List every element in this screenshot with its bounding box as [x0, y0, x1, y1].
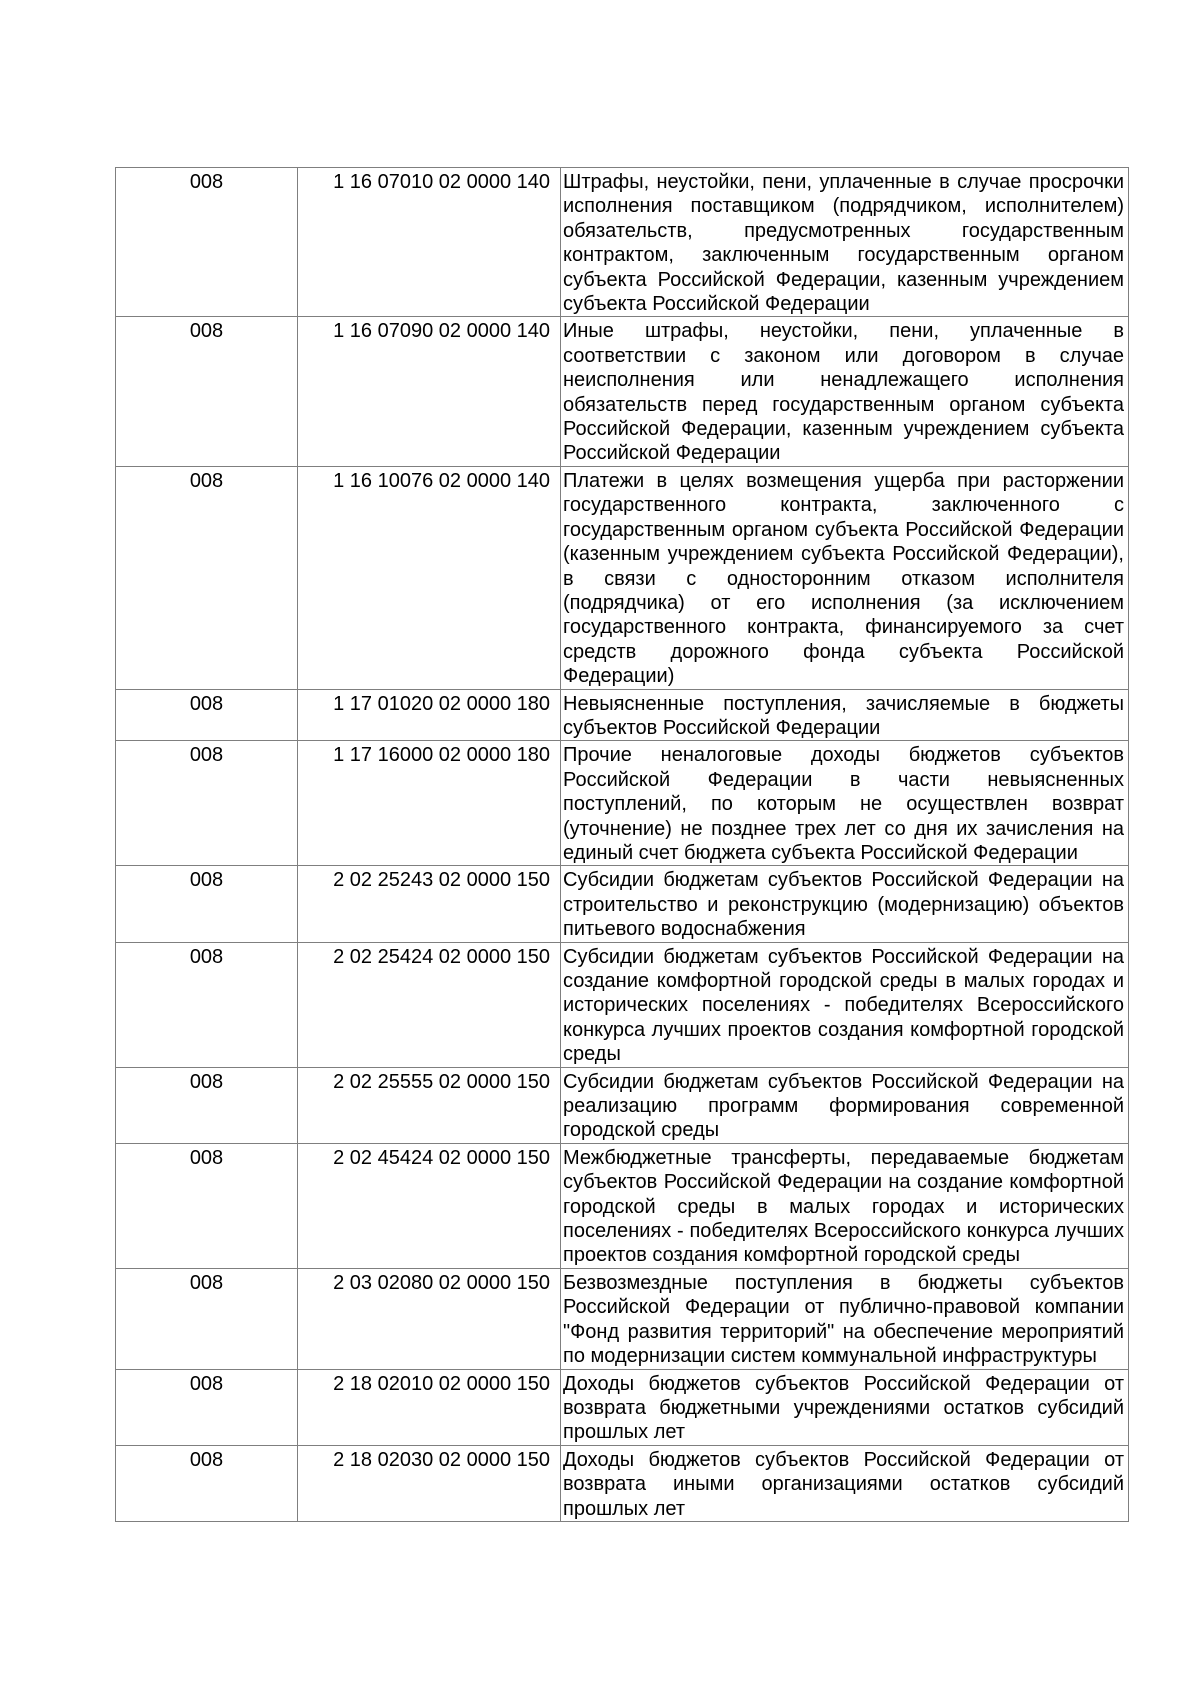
budget-code-cell: 1 16 10076 02 0000 140 — [298, 466, 561, 689]
table-row — [116, 1268, 1129, 1369]
admin-code-cell: 008 — [116, 689, 298, 741]
revenue-name-cell: Межбюджетные трансферты, передаваемые бюджетам субъектов Российской Федерации на создание комфортной городской среды в малых городах и исторических поселениях - победителях Всероссийского конкурса лучших проектов создания комфортной городской среды — [561, 1143, 1129, 1268]
budget-code-cell: 2 02 45424 02 0000 150 — [298, 1143, 561, 1268]
admin-code-cell: 008 — [116, 1445, 298, 1521]
admin-code-cell: 008 — [116, 741, 298, 866]
table-row — [116, 466, 1129, 689]
revenue-name-cell: Невыясненные поступления, зачисляемые в бюджеты субъектов Российской Федерации — [561, 689, 1129, 741]
revenue-name-cell: Прочие неналоговые доходы бюджетов субъектов Российской Федерации в части невыясненных поступлений, по которым не осуществлен возврат (уточнение) не позднее трех лет со дня их зачисления на единый счет бюджета субъекта Российской Федерации — [561, 741, 1129, 866]
revenue-name-cell: Субсидии бюджетам субъектов Российской Федерации на создание комфортной городской среды в малых городах и исторических поселениях - победителях Всероссийского конкурса лучших проектов создания комфортной городской среды — [561, 942, 1129, 1067]
table-row — [116, 1143, 1129, 1268]
admin-code-cell: 008 — [116, 942, 298, 1067]
admin-code-cell: 008 — [116, 317, 298, 466]
table-row — [116, 741, 1129, 866]
budget-code-cell: 2 02 25424 02 0000 150 — [298, 942, 561, 1067]
admin-code-cell: 008 — [116, 1067, 298, 1143]
budget-code-cell: 1 16 07010 02 0000 140 — [298, 168, 561, 317]
revenue-name-cell: Иные штрафы, неустойки, пени, уплаченные в соответствии с законом или договором в случае неисполнения или ненадлежащего исполнения обязательств перед государственным органом субъекта Российской Федерации, казенным учреждением субъекта Российской Федерации — [561, 317, 1129, 466]
budget-code-cell: 1 17 16000 02 0000 180 — [298, 741, 561, 866]
admin-code-cell: 008 — [116, 1268, 298, 1369]
revenue-name-cell: Субсидии бюджетам субъектов Российской Федерации на строительство и реконструкцию (модернизацию) объектов питьевого водоснабжения — [561, 866, 1129, 942]
revenue-name-cell: Субсидии бюджетам субъектов Российской Федерации на реализацию программ формирования современной городской среды — [561, 1067, 1129, 1143]
budget-code-cell: 1 17 01020 02 0000 180 — [298, 689, 561, 741]
table-row — [116, 942, 1129, 1067]
revenue-name-cell: Безвозмездные поступления в бюджеты субъектов Российской Федерации от публично-правовой компании "Фонд развития территорий" на обеспечение мероприятий по модернизации систем коммунальной инфраструктуры — [561, 1268, 1129, 1369]
budget-code-cell: 2 03 02080 02 0000 150 — [298, 1268, 561, 1369]
table-row — [116, 1369, 1129, 1445]
budget-code-cell: 2 02 25243 02 0000 150 — [298, 866, 561, 942]
table-row — [116, 689, 1129, 741]
admin-code-cell: 008 — [116, 866, 298, 942]
table-row — [116, 1067, 1129, 1143]
budget-code-cell: 2 18 02030 02 0000 150 — [298, 1445, 561, 1521]
budget-code-cell: 1 16 07090 02 0000 140 — [298, 317, 561, 466]
table-row — [116, 866, 1129, 942]
revenue-name-cell: Штрафы, неустойки, пени, уплаченные в случае просрочки исполнения поставщиком (подрядчиком, исполнителем) обязательств, предусмотренных государственным контрактом, заключенным государственным органом субъекта Российской Федерации, казенным учреждением субъекта Российской Федерации — [561, 168, 1129, 317]
budget-code-cell: 2 02 25555 02 0000 150 — [298, 1067, 561, 1143]
table-row — [116, 317, 1129, 466]
revenue-name-cell: Доходы бюджетов субъектов Российской Федерации от возврата бюджетными учреждениями остатков субсидий прошлых лет — [561, 1369, 1129, 1445]
admin-code-cell: 008 — [116, 466, 298, 689]
table-row — [116, 168, 1129, 317]
admin-code-cell: 008 — [116, 1143, 298, 1268]
table-body — [116, 168, 1129, 1522]
table-row — [116, 1445, 1129, 1521]
revenue-codes-table — [115, 167, 1129, 1522]
budget-code-cell: 2 18 02010 02 0000 150 — [298, 1369, 561, 1445]
revenue-name-cell: Доходы бюджетов субъектов Российской Федерации от возврата иными организациями остатков субсидий прошлых лет — [561, 1445, 1129, 1521]
revenue-name-cell: Платежи в целях возмещения ущерба при расторжении государственного контракта, заключенного с государственным органом субъекта Российской Федерации (казенным учреждением субъекта Российской Федерации), в связи с односторонним отказом исполнителя (подрядчика) от его исполнения (за исключением государственного контракта, финансируемого за счет средств дорожного фонда субъекта Российской Федерации) — [561, 466, 1129, 689]
admin-code-cell: 008 — [116, 168, 298, 317]
admin-code-cell: 008 — [116, 1369, 298, 1445]
